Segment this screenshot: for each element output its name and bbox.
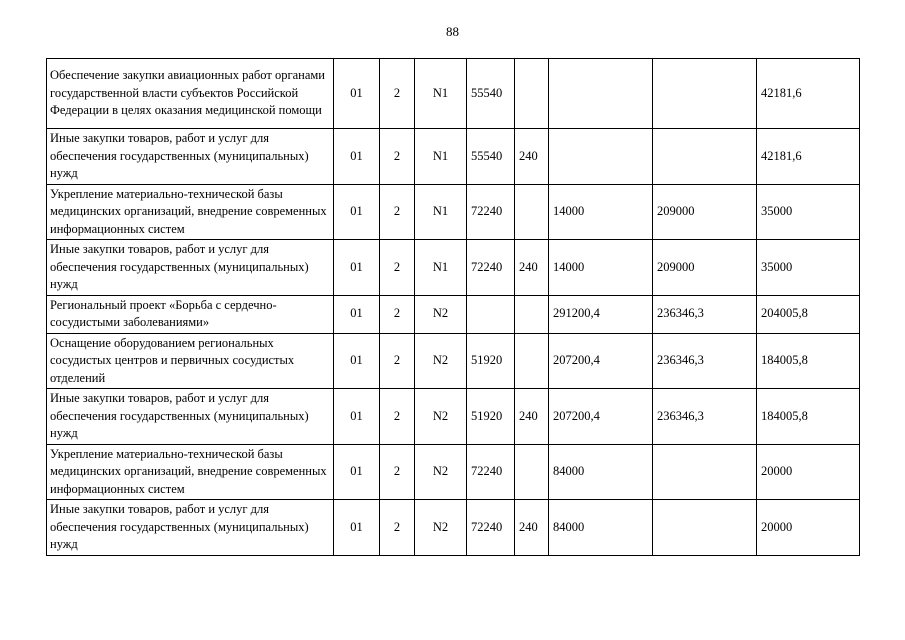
project-code-cell: N2 [415,295,467,333]
row-name-cell: Обеспечение закупки авиационных работ органами государственной власти субъектов Российской Федерации в целях оказания медицинской помощи [47,59,334,129]
row-name-cell: Региональный проект «Борьба с сердечно-сосудистыми заболеваниями» [47,295,334,333]
amount-year2-cell [653,129,757,185]
subsection-code-cell: 2 [380,444,415,500]
section-code-cell: 01 [334,129,380,185]
section-code-cell: 01 [334,184,380,240]
target-article-cell: 72240 [467,444,515,500]
table-row [47,389,860,445]
expense-type-cell [515,444,549,500]
amount-year1-cell [549,129,653,185]
row-name-cell: Иные закупки товаров, работ и услуг для обеспечения государственных (муниципальных) нужд [47,240,334,296]
target-article-cell: 51920 [467,389,515,445]
amount-year3-cell: 42181,6 [757,129,860,185]
amount-year3-cell: 184005,8 [757,333,860,389]
table-row [47,444,860,500]
table-row [47,129,860,185]
amount-year2-cell: 209000 [653,184,757,240]
amount-year1-cell: 14000 [549,240,653,296]
section-code-cell: 01 [334,333,380,389]
subsection-code-cell: 2 [380,59,415,129]
section-code-cell: 01 [334,500,380,556]
subsection-code-cell: 2 [380,333,415,389]
amount-year2-cell [653,444,757,500]
project-code-cell: N1 [415,240,467,296]
target-article-cell: 55540 [467,59,515,129]
section-code-cell: 01 [334,295,380,333]
table-row [47,240,860,296]
page-number: 88 [446,24,459,39]
table-row [47,59,860,129]
target-article-cell: 72240 [467,240,515,296]
expense-type-cell [515,184,549,240]
amount-year1-cell: 84000 [549,500,653,556]
target-article-cell: 51920 [467,333,515,389]
expense-type-cell: 240 [515,129,549,185]
amount-year2-cell: 236346,3 [653,295,757,333]
row-name-cell: Укрепление материально-технической базы медицинских организаций, внедрение современных информационных систем [47,444,334,500]
table-row [47,333,860,389]
target-article-cell: 72240 [467,500,515,556]
budget-table [46,58,860,556]
amount-year1-cell [549,59,653,129]
amount-year2-cell [653,500,757,556]
expense-type-cell [515,59,549,129]
table-row [47,295,860,333]
row-name-cell: Иные закупки товаров, работ и услуг для обеспечения государственных (муниципальных) нужд [47,500,334,556]
amount-year3-cell: 20000 [757,500,860,556]
amount-year1-cell: 84000 [549,444,653,500]
expense-type-cell: 240 [515,500,549,556]
row-name-cell: Иные закупки товаров, работ и услуг для обеспечения государственных (муниципальных) нужд [47,389,334,445]
table-row [47,500,860,556]
subsection-code-cell: 2 [380,240,415,296]
subsection-code-cell: 2 [380,184,415,240]
row-name-cell: Оснащение оборудованием региональных сосудистых центров и первичных сосудистых отделений [47,333,334,389]
amount-year1-cell: 207200,4 [549,389,653,445]
project-code-cell: N1 [415,184,467,240]
project-code-cell: N2 [415,444,467,500]
table-body [47,59,860,556]
project-code-cell: N1 [415,129,467,185]
amount-year3-cell: 35000 [757,240,860,296]
project-code-cell: N2 [415,500,467,556]
amount-year3-cell: 204005,8 [757,295,860,333]
amount-year2-cell [653,59,757,129]
section-code-cell: 01 [334,444,380,500]
amount-year1-cell: 291200,4 [549,295,653,333]
subsection-code-cell: 2 [380,500,415,556]
subsection-code-cell: 2 [380,129,415,185]
expense-type-cell: 240 [515,240,549,296]
subsection-code-cell: 2 [380,295,415,333]
target-article-cell [467,295,515,333]
project-code-cell: N2 [415,389,467,445]
section-code-cell: 01 [334,240,380,296]
amount-year3-cell: 35000 [757,184,860,240]
amount-year2-cell: 236346,3 [653,389,757,445]
target-article-cell: 72240 [467,184,515,240]
section-code-cell: 01 [334,389,380,445]
project-code-cell: N1 [415,59,467,129]
expense-type-cell [515,295,549,333]
table-row [47,184,860,240]
amount-year1-cell: 207200,4 [549,333,653,389]
amount-year2-cell: 236346,3 [653,333,757,389]
amount-year3-cell: 20000 [757,444,860,500]
amount-year2-cell: 209000 [653,240,757,296]
target-article-cell: 55540 [467,129,515,185]
expense-type-cell [515,333,549,389]
row-name-cell: Иные закупки товаров, работ и услуг для обеспечения государственных (муниципальных) нужд [47,129,334,185]
section-code-cell: 01 [334,59,380,129]
subsection-code-cell: 2 [380,389,415,445]
row-name-cell: Укрепление материально-технической базы медицинских организаций, внедрение современных информационных систем [47,184,334,240]
project-code-cell: N2 [415,333,467,389]
amount-year3-cell: 42181,6 [757,59,860,129]
amount-year1-cell: 14000 [549,184,653,240]
expense-type-cell: 240 [515,389,549,445]
amount-year3-cell: 184005,8 [757,389,860,445]
